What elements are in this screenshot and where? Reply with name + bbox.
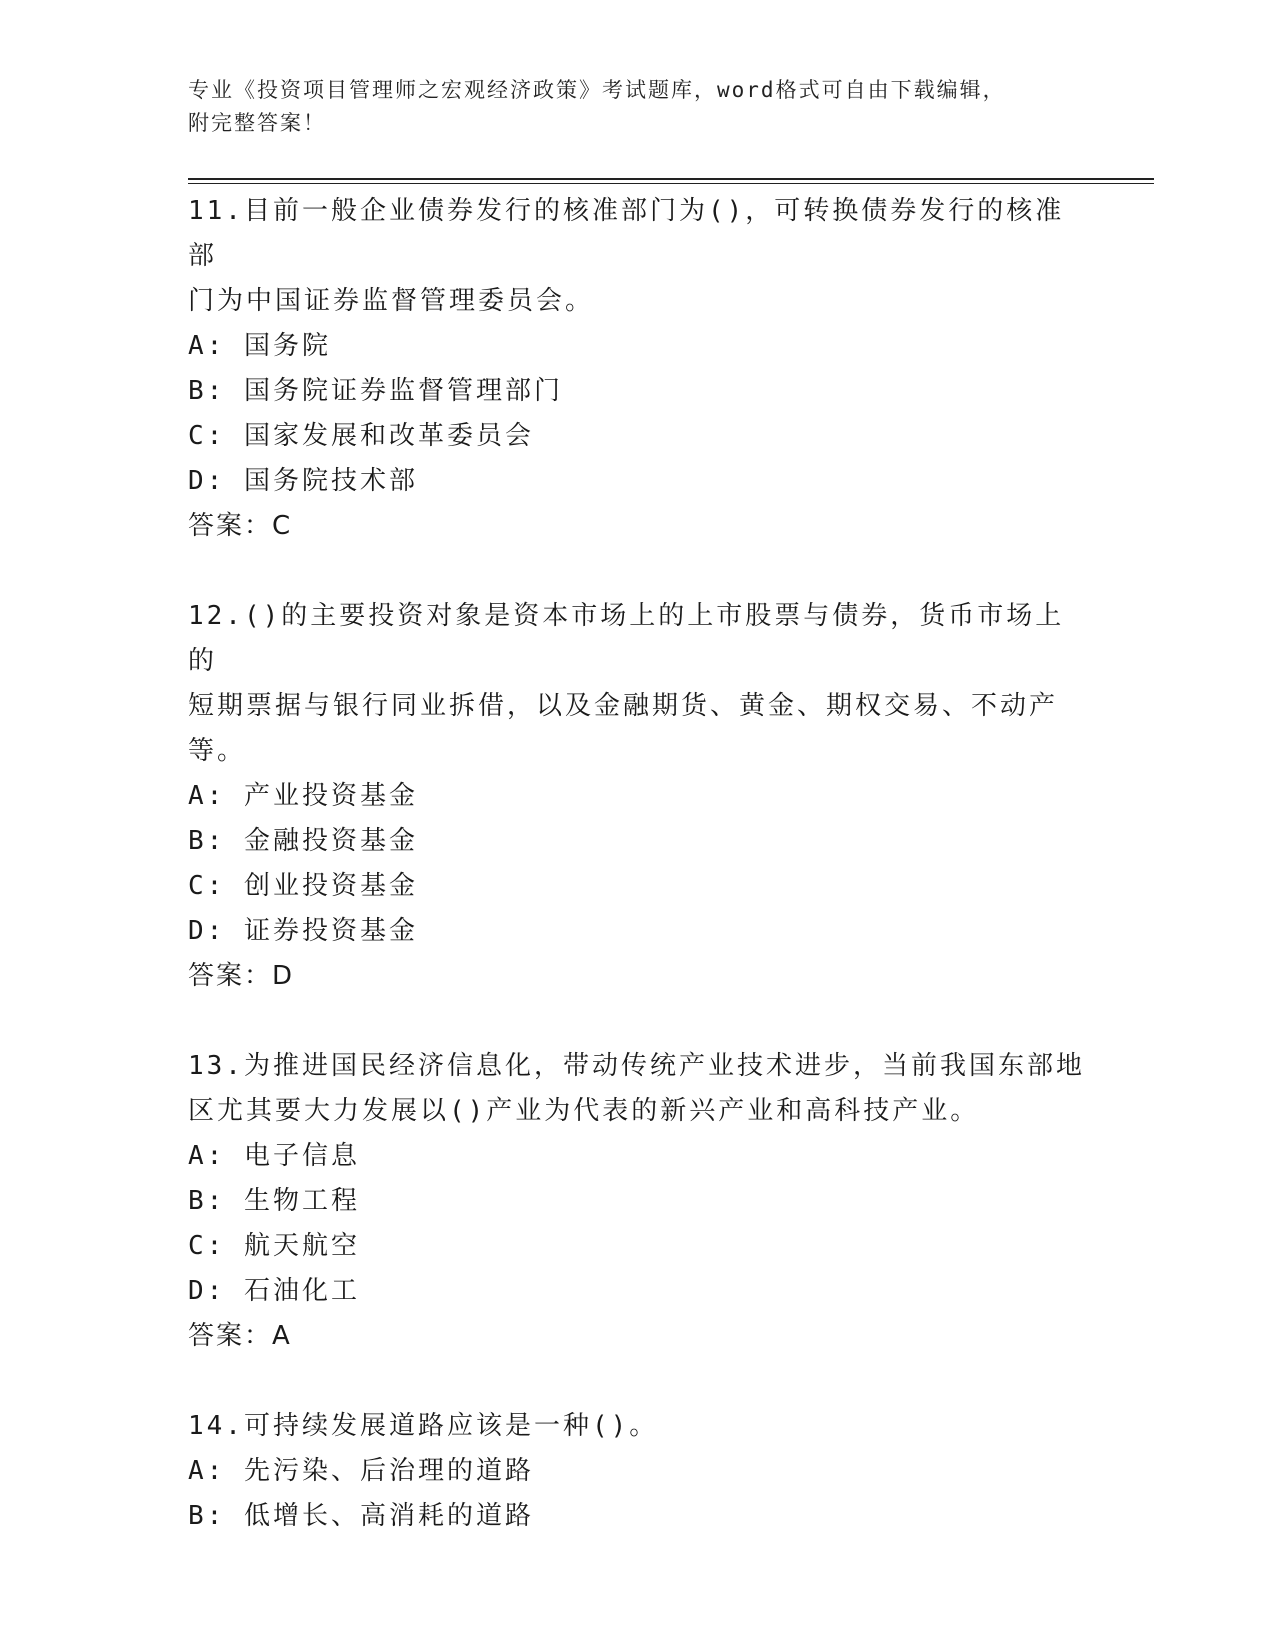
question-12 — [188, 594, 1088, 999]
question-stem-line: 门为中国证券监督管理委员会。 — [188, 286, 595, 316]
header-divider-thin — [188, 183, 1154, 184]
option-a: A: 产业投资基金 — [188, 781, 418, 811]
document-header — [188, 74, 1068, 140]
option-c: C: 创业投资基金 — [188, 871, 418, 901]
option-c: C: 航天航空 — [188, 1231, 360, 1261]
option-d: D: 石油化工 — [188, 1276, 360, 1306]
question-stem-line: 11.目前一般企业债券发行的核准部门为()，可转换债券发行的核准部 — [188, 196, 1065, 271]
question-11 — [188, 189, 1088, 549]
option-d: D: 国务院技术部 — [188, 466, 418, 496]
option-c: C: 国家发展和改革委员会 — [188, 421, 534, 451]
question-stem-line: 等。 — [188, 736, 247, 766]
option-d: D: 证券投资基金 — [188, 916, 418, 946]
answer-line: 答案：C — [188, 511, 293, 541]
option-b: B: 生物工程 — [188, 1186, 360, 1216]
question-list — [188, 189, 1088, 1584]
question-stem-line: 14.可持续发展道路应该是一种()。 — [188, 1411, 659, 1441]
answer-line: 答案：D — [188, 961, 295, 991]
option-b: B: 低增长、高消耗的道路 — [188, 1501, 534, 1531]
option-b: B: 金融投资基金 — [188, 826, 418, 856]
question-13 — [188, 1044, 1088, 1359]
question-stem-line: 短期票据与银行同业拆借，以及金融期货、黄金、期权交易、不动产 — [188, 691, 1059, 721]
option-a: A: 电子信息 — [188, 1141, 360, 1171]
option-b: B: 国务院证券监督管理部门 — [188, 376, 563, 406]
question-14 — [188, 1404, 1088, 1539]
header-line-1: 专业《投资项目管理师之宏观经济政策》考试题库，word格式可自由下载编辑， — [188, 78, 1006, 102]
header-line-2: 附完整答案！ — [188, 111, 326, 135]
answer-line: 答案：A — [188, 1321, 292, 1351]
question-stem-line: 12.()的主要投资对象是资本市场上的上市股票与债券，货币市场上的 — [188, 601, 1065, 676]
question-stem-line: 区尤其要大力发展以()产业为代表的新兴产业和高科技产业。 — [188, 1096, 980, 1126]
header-divider-thick — [188, 178, 1154, 180]
question-stem-line: 13.为推进国民经济信息化，带动传统产业技术进步，当前我国东部地 — [188, 1051, 1085, 1081]
option-a: A: 先污染、后治理的道路 — [188, 1456, 534, 1486]
option-a: A: 国务院 — [188, 331, 331, 361]
